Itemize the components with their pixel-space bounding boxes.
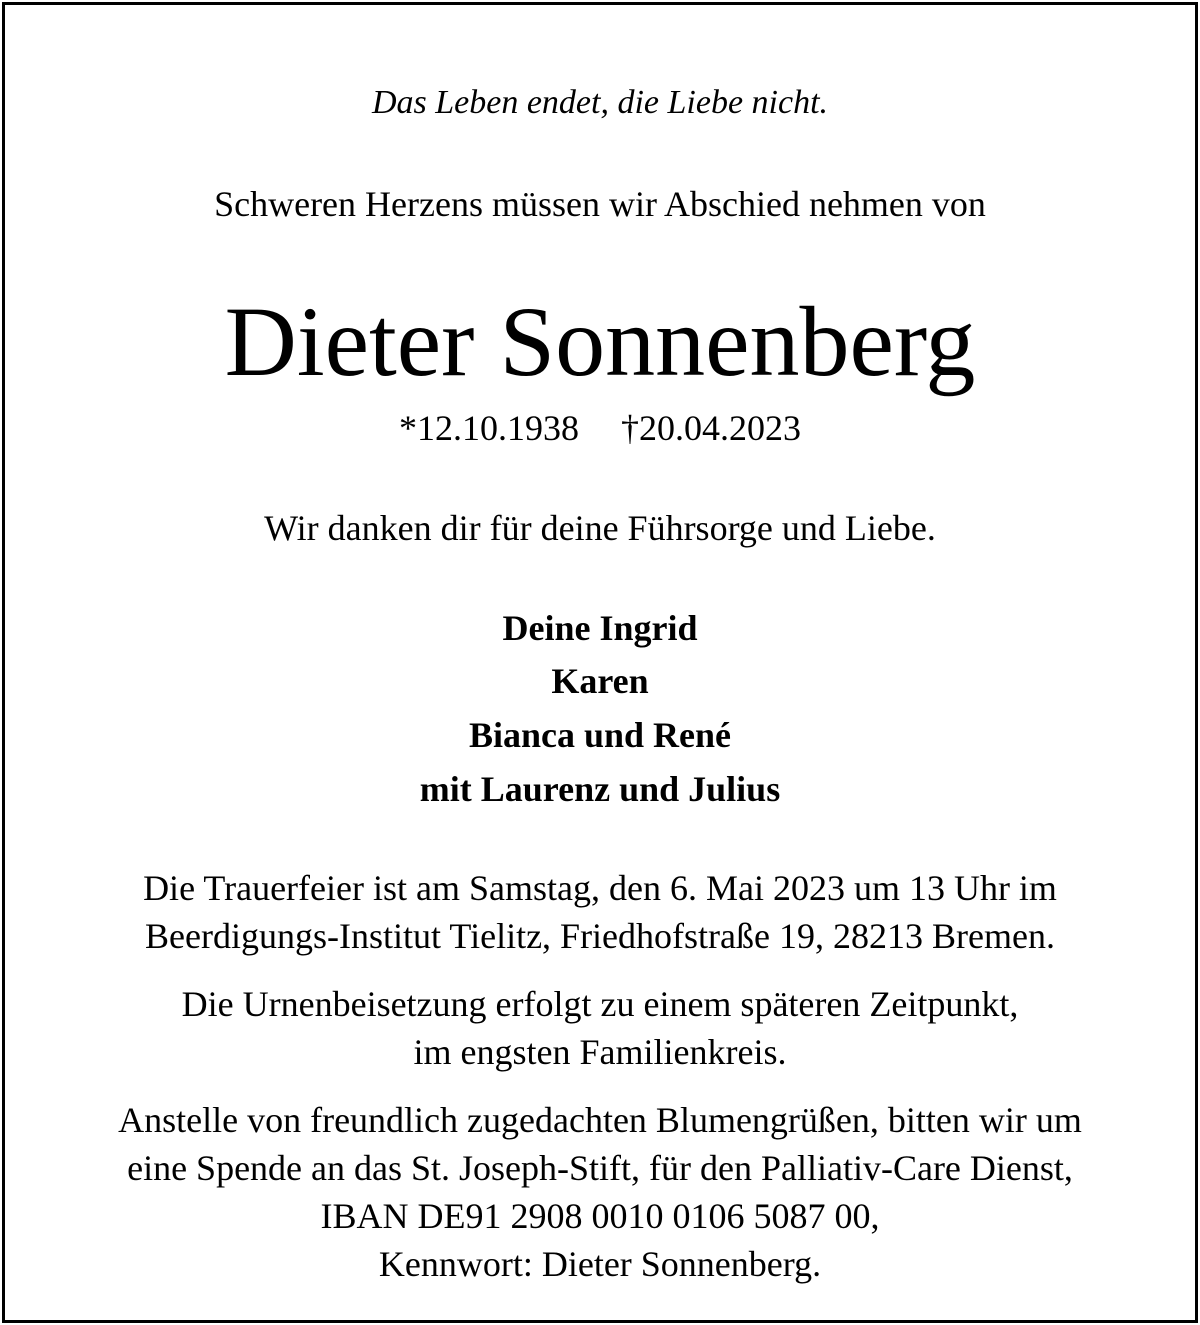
funeral-info-line: Die Trauerfeier ist am Samstag, den 6. Mai 2023 um 13 Uhr im (143, 868, 1057, 908)
donation-iban: IBAN DE91 2908 0010 0106 5087 00, (320, 1196, 880, 1236)
urn-info-line: Die Urnenbeisetzung erfolgt zu einem späteren Zeitpunkt, (181, 984, 1019, 1024)
birth-date: *12.10.1938 (399, 408, 579, 448)
signer-line: Deine Ingrid (502, 608, 698, 648)
urn-info-line: im engsten Familienkreis. (413, 1032, 787, 1072)
intro-text: Schweren Herzens müssen wir Abschied nehmen von (214, 184, 986, 224)
deceased-name: Dieter Sonnenberg (224, 286, 976, 397)
motto: Das Leben endet, die Liebe nicht. (371, 84, 829, 121)
death-date: †20.04.2023 (621, 408, 801, 448)
funeral-info-line: Beerdigungs-Institut Tielitz, Friedhofstraße 19, 28213 Bremen. (145, 916, 1055, 956)
donation-keyword: Kennwort: Dieter Sonnenberg. (378, 1244, 822, 1284)
life-dates (0, 410, 1200, 446)
signer-line: Karen (551, 661, 649, 701)
thanks-text: Wir danken dir für deine Führsorge und Liebe. (264, 508, 936, 548)
signer-line: mit Laurenz und Julius (419, 769, 781, 809)
donation-info-line: Anstelle von freundlich zugedachten Blumengrüßen, bitten wir um (118, 1100, 1082, 1140)
donation-info-line: eine Spende an das St. Joseph-Stift, für den Palliativ-Care Dienst, (127, 1148, 1073, 1188)
signer-line: Bianca und René (468, 715, 732, 755)
